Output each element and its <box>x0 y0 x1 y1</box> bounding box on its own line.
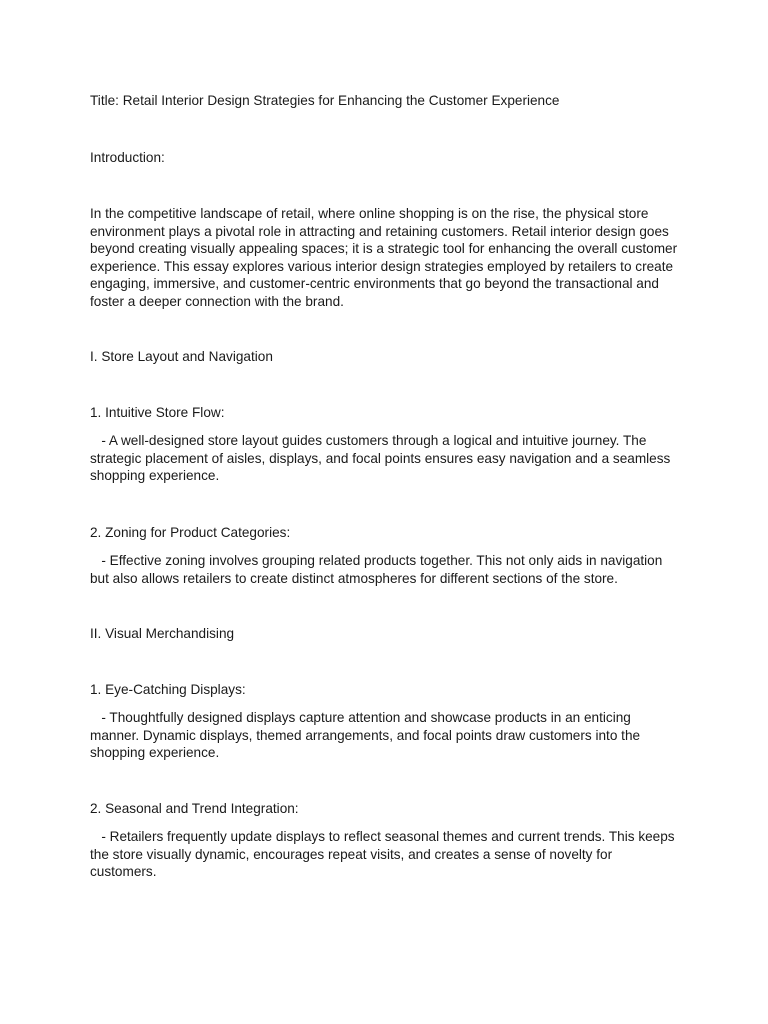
item-body-intuitive-store-flow: - A well-designed store layout guides customers through a logical and intuitive journey. The strategic placement of aisles, displays, and focal points ensures easy navigation and a seamless shopping experience. <box>90 433 675 483</box>
item-heading-zoning: 2. Zoning for Product Categories: <box>90 525 291 540</box>
section-heading-visual-merchandising: II. Visual Merchandising <box>90 626 235 641</box>
introduction-heading: Introduction: <box>90 150 165 165</box>
item-body-eye-catching-displays: - Thoughtfully designed displays capture attention and showcase products in an enticing manner. Dynamic displays, themed arrangements, and focal points draw customers into the shopping experience. <box>90 710 644 760</box>
item-heading-eye-catching-displays: 1. Eye-Catching Displays: <box>90 682 246 697</box>
introduction-paragraph: In the competitive landscape of retail, where online shopping is on the rise, the physical store environment plays a pivotal role in attracting and retaining customers. Retail interior design goes beyond creating visually appealing spaces; it is a strategic tool for enhancing the overall customer experience. This essay explores various interior design strategies employed by retailers to create engaging, immersive, and customer-centric environments that go beyond the transactional and foster a deeper connection with the brand. <box>90 206 678 309</box>
item-body-zoning: - Effective zoning involves grouping related products together. This not only aids in navigation but also allows retailers to create distinct atmospheres for different sections of the store. <box>90 553 667 586</box>
item-heading-intuitive-store-flow: 1. Intuitive Store Flow: <box>90 405 225 420</box>
section-heading-store-layout: I. Store Layout and Navigation <box>90 349 273 364</box>
document-title: Title: Retail Interior Design Strategies for Enhancing the Customer Experience <box>90 93 560 108</box>
item-body-seasonal-trend: - Retailers frequently update displays to reflect seasonal themes and current trends. This keeps the store visually dynamic, encourages repeat visits, and creates a sense of novelty for customers. <box>90 829 679 879</box>
item-heading-seasonal-trend: 2. Seasonal and Trend Integration: <box>90 801 299 816</box>
